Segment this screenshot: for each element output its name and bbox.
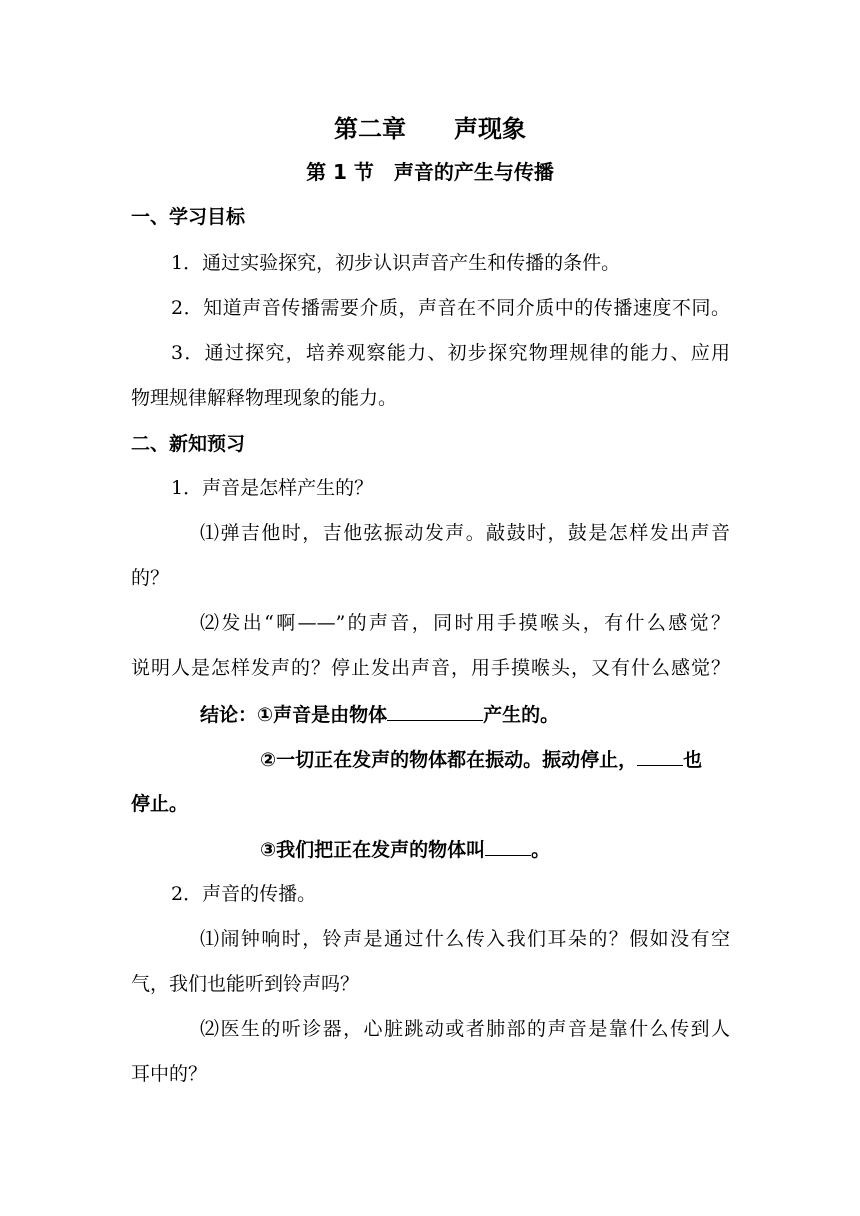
question-1-sub2: ⑵发出“啊——”的声音，同时用手摸喉头，有什么感觉？ [200, 612, 730, 634]
conclusion-3 [260, 837, 550, 862]
answer-blank-2[interactable] [637, 747, 683, 766]
conclusion-1 [200, 702, 559, 727]
objective-item-continuation: 物理规律解释物理现象的能力。 [131, 387, 398, 409]
question-1-sub1-continuation: 的？ [131, 567, 170, 589]
conclusion-label: 结论： [200, 704, 258, 726]
question-1-title: 1．声音是怎样产生的？ [171, 477, 374, 499]
conclusion-3-text: ③我们把正在发声的物体叫 [260, 839, 486, 861]
conclusion-2 [260, 747, 702, 772]
question-2-sub2-continuation: 耳中的？ [131, 1063, 208, 1085]
conclusion-1-text: ①声音是由物体 [257, 704, 388, 726]
objective-item: 3．通过探究，培养观察能力、初步探究物理规律的能力、应用 [171, 342, 730, 364]
question-2-sub1-continuation: 气，我们也能听到铃声吗？ [131, 973, 360, 995]
objective-item: 2．知道声音传播需要介质，声音在不同介质中的传播速度不同。 [171, 297, 730, 319]
conclusion-2-tail: 也 [683, 749, 703, 771]
chapter-title: 第二章 声现象 [334, 115, 526, 143]
conclusion-1-tail: 产生的。 [483, 704, 560, 726]
conclusion-2-text: ②一切正在发声的物体都在振动。振动停止， [260, 749, 638, 771]
section-title: 第 1 节 声音的产生与传播 [306, 160, 554, 184]
question-2-sub1: ⑴闹钟响时，铃声是通过什么传入我们耳朵的？假如没有空 [200, 928, 730, 950]
objective-item: 1．通过实验探究，初步认识声音产生和传播的条件。 [171, 252, 621, 274]
answer-blank-1[interactable] [387, 702, 483, 721]
question-1-sub1: ⑴弹吉他时，吉他弦振动发声。敲鼓时，鼓是怎样发出声音 [200, 522, 730, 544]
part2-heading: 二、新知预习 [131, 433, 246, 455]
question-2-sub2: ⑵医生的听诊器，心脏跳动或者肺部的声音是靠什么传到人 [200, 1018, 730, 1040]
answer-blank-3[interactable] [485, 837, 531, 856]
conclusion-3-tail: 。 [531, 839, 551, 861]
part1-heading: 一、学习目标 [131, 206, 246, 228]
conclusion-2-continuation: 停止。 [131, 793, 189, 815]
question-1-sub2-continuation: 说明人是怎样发声的？停止发出声音，用手摸喉头，又有什么感觉？ [131, 657, 730, 679]
question-2-title: 2．声音的传播。 [171, 883, 317, 905]
